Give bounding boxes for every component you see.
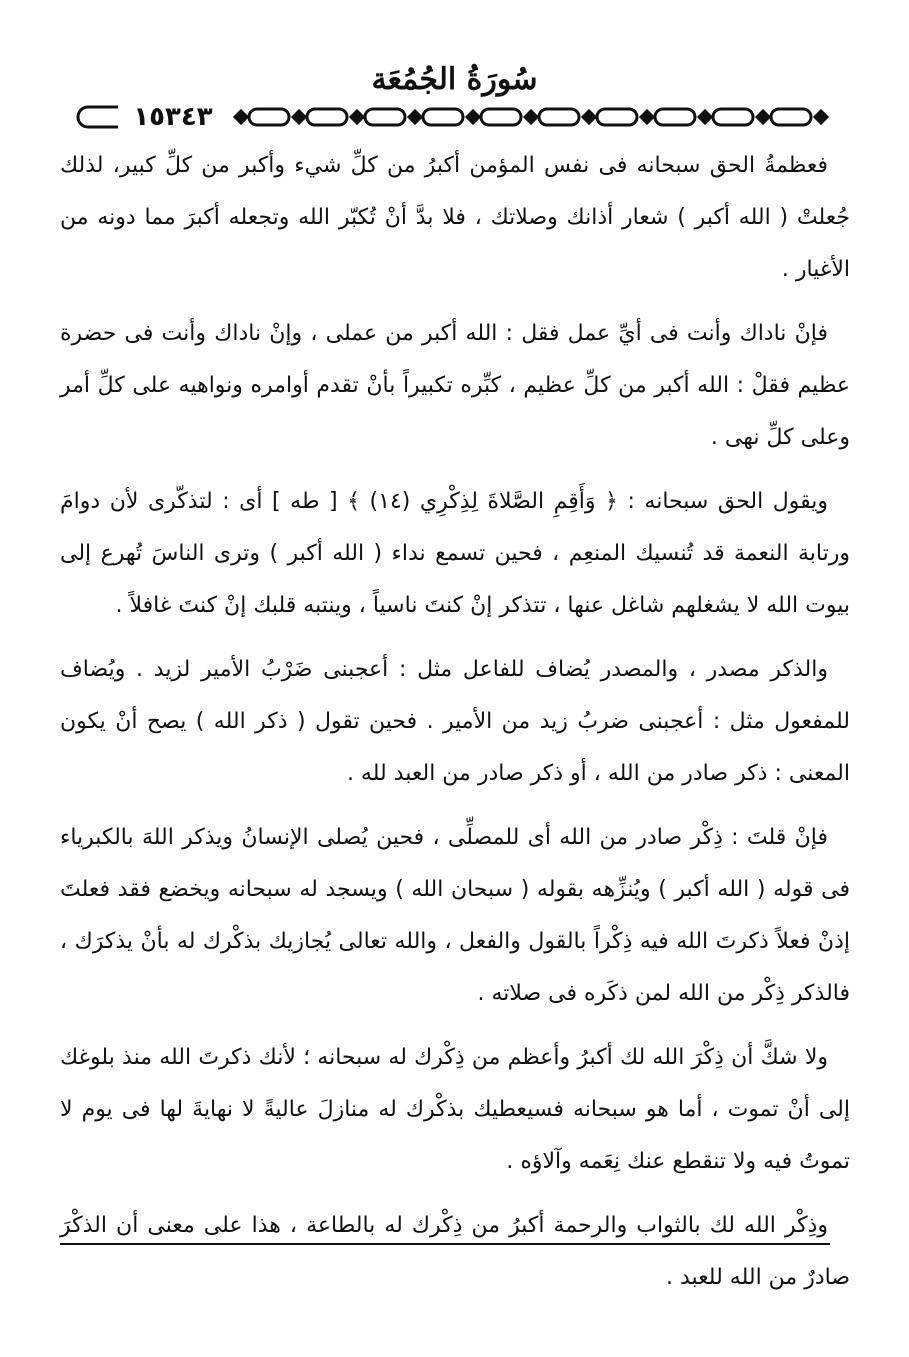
paragraph: ولا شكَّ أن ذِكْرَ الله لك أكبرُ وأعظم من ذِكْرك له سبحانه ؛ لأنك ذكرتَ الله منذ بلوغك إلى أنْ تموت ، أما هو سبحانه فسيعطيك بذكْرك له منازلَ عاليةً لا نهايةَ لها فى يوم لا تموتُ فيه ولا تنقطع عنك نِعَمه وآلاؤه .: [60, 1045, 850, 1174]
ornament-diamond: [293, 111, 305, 123]
ornament-link: [655, 109, 695, 125]
ornament-link: [365, 109, 405, 125]
paragraph: وذِكْر الله لك بالثواب والرحمة أكبرُ من ذِكْرك له بالطاعة ، هذا على معنى أن الذكْرَ صادرٌ من الله للعبد .: [60, 1213, 850, 1290]
paragraph: ويقول الحق سبحانه : ﴿ وَأَقِمِ الصَّلاةَ لِذِكْرِي (١٤) ﴾ [ طه ] أى : لتذكّرى لأن دوامَ ورتابة النعمة قد تُنسيك المنعِم ، فحين تسمع نداء ( الله أكبر ) وترى الناسَ تُهرع إلى بيوت الله لا يشغلهم شاغل عنها ، تتذكر إنْ كنتَ ناسياً ، وينتبه قلبك إنْ كنتَ غافلاً .: [60, 489, 850, 618]
surah-title: سُورَةُ الجُمُعَة: [371, 62, 538, 97]
ornament-diamond: [699, 111, 711, 123]
paragraph: فعظمةُ الحق سبحانه فى نفس المؤمن أكبرُ من كلِّ شيء وأكبر من كلِّ كبير، لذلك جُعلتْ ( الله أكبر ) شعار أذانك وصلاتك ، فلا بدَّ أنْ تُكبّر الله وتجعله أكبرَ مما دونه من الأغيار .: [60, 153, 850, 282]
ornament-link: [423, 109, 463, 125]
page-number: ١٥٣٤٣: [118, 100, 228, 134]
ornament-link: [481, 109, 521, 125]
body-text: [60, 140, 850, 1316]
ornament-link: [597, 109, 637, 125]
ornament-diamond: [467, 111, 479, 123]
ornament-diamond: [641, 111, 653, 123]
ornament-link: [307, 109, 347, 125]
footer-rule: [60, 1243, 830, 1245]
ornament-diamond: [409, 111, 421, 123]
ornament-link: [249, 109, 289, 125]
ornament-diamond: [235, 111, 247, 123]
ornament-diamond: [583, 111, 595, 123]
ornament-diamond: [757, 111, 769, 123]
ornament-link: [713, 109, 753, 125]
ornament-link: [539, 109, 579, 125]
paragraph: فإنْ قلتَ : ذِكْر صادر من الله أى للمصلِّى ، فحين يُصلى الإنسانُ ويذكر اللهَ بالكبرياء فى قوله ( الله أكبر ) ويُنزِّهه بقوله ( سبحان الله ) ويسجد له سبحانه ويخضع فقد فعلتَ إذنْ فعلاً ذكرتَ الله فيه ذِكْراً بالقول والفعل ، والله تعالى يُجازيك بذكْرك له بأنْ يذكرَك ، فالذكر ذِكْر من الله لمن ذكَره فى صلاته .: [60, 825, 850, 1006]
paragraph: فإنْ ناداك وأنت فى أيِّ عمل فقل : الله أكبر من عملى ، وإنْ ناداك وأنت فى حضرة عظيم فقلْ : الله أكبر من كلِّ عظيم ، كبِّره تكبيراً بأنْ تقدم أوامره ونواهيه على كلِّ أمر وعلى كلِّ نهى .: [60, 321, 850, 450]
ornament-diamond: [815, 111, 827, 123]
ornament-diamond: [525, 111, 537, 123]
ornament-link: [771, 109, 811, 125]
ornament-diamond: [351, 111, 363, 123]
paragraph: والذكر مصدر ، والمصدر يُضاف للفاعل مثل : أعجبنى ضَرْبُ الأمير لزيد . ويُضاف للمفعول مثل : أعجبنى ضربُ زيد من الأمير . فحين تقول ( ذكر الله ) يصح أنْ يكون المعنى : ذكر صادر من الله ، أو ذكر صادر من العبد لله .: [60, 657, 850, 786]
